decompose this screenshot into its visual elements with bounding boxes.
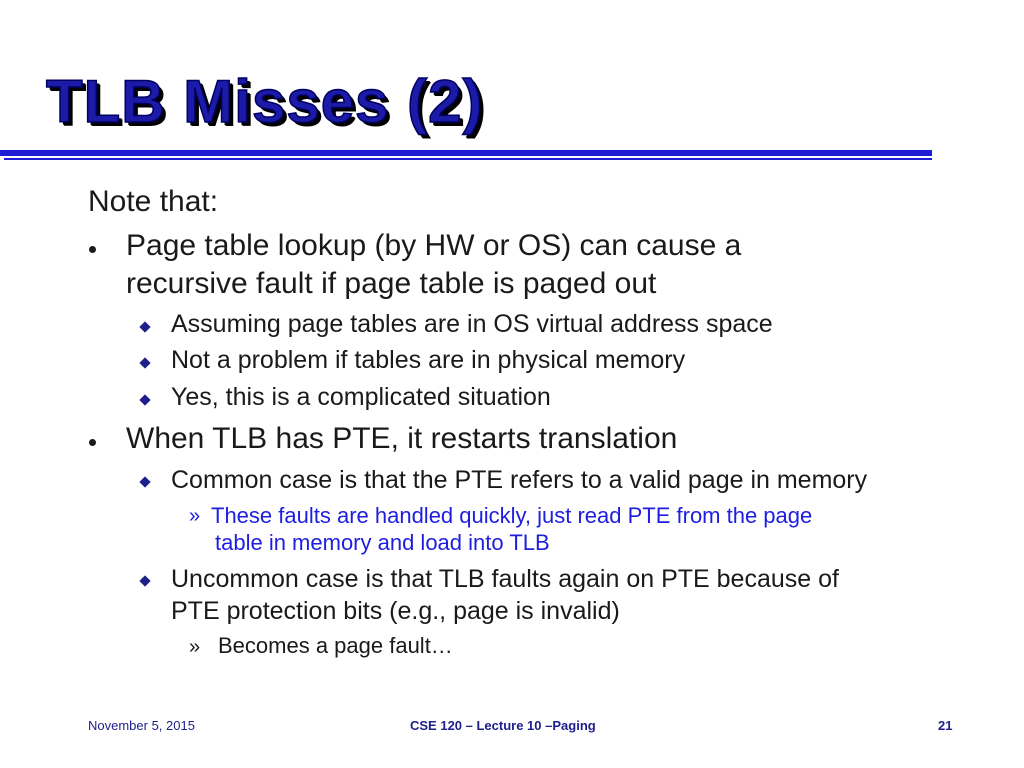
- bullet-2-sub-1-detail-line-1: These faults are handled quickly, just read PTE from the page: [211, 503, 813, 528]
- bullet-2-sub-2-detail: Becomes a page fault…: [218, 633, 453, 658]
- bullet-1-sub-2: Not a problem if tables are in physical memory: [171, 346, 686, 374]
- intro-text: Note that:: [88, 185, 219, 218]
- title-underline-thin: [4, 158, 932, 160]
- sub-bullet-diamond-icon: [139, 394, 150, 405]
- bullet-2-sub-1: Common case is that the PTE refers to a valid page in memory: [171, 466, 868, 494]
- bullet-2-sub-1-detail-line-2: table in memory and load into TLB: [215, 530, 550, 555]
- sub-bullet-diamond-icon: [139, 575, 150, 586]
- bullet-1-sub-3: Yes, this is a complicated situation: [171, 383, 551, 411]
- slide-title: TLB Misses (2): [46, 68, 484, 135]
- sub-bullet-diamond-icon: [139, 321, 150, 332]
- chevron-right-icon: »: [189, 505, 201, 527]
- footer-page-number: 21: [938, 718, 953, 733]
- chevron-right-icon: »: [189, 636, 201, 658]
- bullet-dot-icon: [89, 246, 96, 253]
- bullet-2-line-1: When TLB has PTE, it restarts translation: [126, 422, 678, 455]
- sub-bullet-diamond-icon: [139, 357, 150, 368]
- bullet-2-sub-2-line-2: PTE protection bits (e.g., page is invalid): [171, 597, 620, 625]
- title-underline: [0, 150, 932, 156]
- bullet-1-line-1: Page table lookup (by HW or OS) can cause a: [126, 229, 742, 262]
- bullet-1-line-2: recursive fault if page table is paged out: [126, 267, 657, 300]
- bullet-1-sub-1: Assuming page tables are in OS virtual address space: [171, 310, 773, 338]
- footer-course-title: CSE 120 – Lecture 10 –Paging: [410, 718, 596, 733]
- bullet-dot-icon: [89, 439, 96, 446]
- footer-date: November 5, 2015: [88, 718, 195, 733]
- sub-bullet-diamond-icon: [139, 476, 150, 487]
- bullet-2-sub-2-line-1: Uncommon case is that TLB faults again on PTE because of: [171, 565, 839, 593]
